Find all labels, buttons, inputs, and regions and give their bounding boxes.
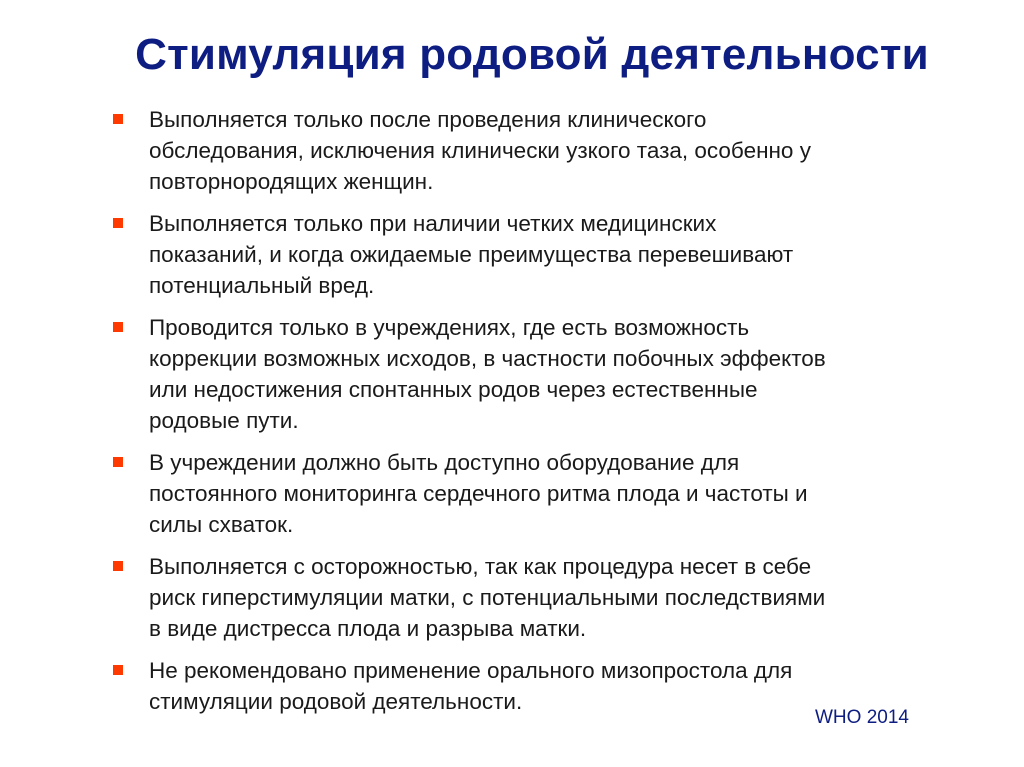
square-bullet-icon — [113, 457, 123, 467]
bullet-text-line: Не рекомендовано применение орального мизопростола для — [149, 658, 793, 683]
bullet-text-line: потенциальный вред. — [149, 273, 375, 298]
bullet-text-line: Выполняется только после проведения клинического — [149, 107, 707, 132]
bullet-item — [112, 447, 972, 540]
square-bullet-icon — [113, 114, 123, 124]
bullet-item — [112, 312, 972, 436]
bullet-text-line: в виде дистресса плода и разрыва матки. — [149, 616, 587, 641]
bullet-text-line: коррекции возможных исходов, в частности побочных эффектов — [149, 346, 826, 371]
square-bullet-icon — [113, 665, 123, 675]
bullet-text-line: повторнородящих женщин. — [149, 169, 434, 194]
bullet-text-line: стимуляции родовой деятельности. — [149, 689, 523, 714]
bullet-text-line: Проводится только в учреждениях, где есть возможность — [149, 315, 750, 340]
bullet-item — [112, 104, 972, 197]
bullet-item — [112, 208, 972, 301]
bullet-text-line: обследования, исключения клинически узкого таза, особенно у — [149, 138, 811, 163]
bullet-text-line: родовые пути. — [149, 408, 299, 433]
bullet-item — [112, 551, 972, 644]
citation-label: WHO 2014 — [815, 707, 909, 728]
bullet-text-line: или недостижения спонтанных родов через естественные — [149, 377, 758, 402]
slide-title: Стимуляция родовой деятельности — [135, 30, 929, 79]
square-bullet-icon — [113, 218, 123, 228]
bullet-text-line: В учреждении должно быть доступно оборудование для — [149, 450, 740, 475]
bullet-text-line: Выполняется только при наличии четких медицинских — [149, 211, 717, 236]
bullet-text-line: риск гиперстимуляции матки, с потенциальными последствиями — [149, 585, 826, 610]
bullet-text-line: силы схваток. — [149, 512, 294, 537]
bullet-text-line: Выполняется с осторожностью, так как процедура несет в себе — [149, 554, 812, 579]
bullet-text-line: показаний, и когда ожидаемые преимущества перевешивают — [149, 242, 794, 267]
square-bullet-icon — [113, 322, 123, 332]
bullet-text-line: постоянного мониторинга сердечного ритма плода и частоты и — [149, 481, 808, 506]
square-bullet-icon — [113, 561, 123, 571]
bullet-list — [112, 104, 972, 728]
